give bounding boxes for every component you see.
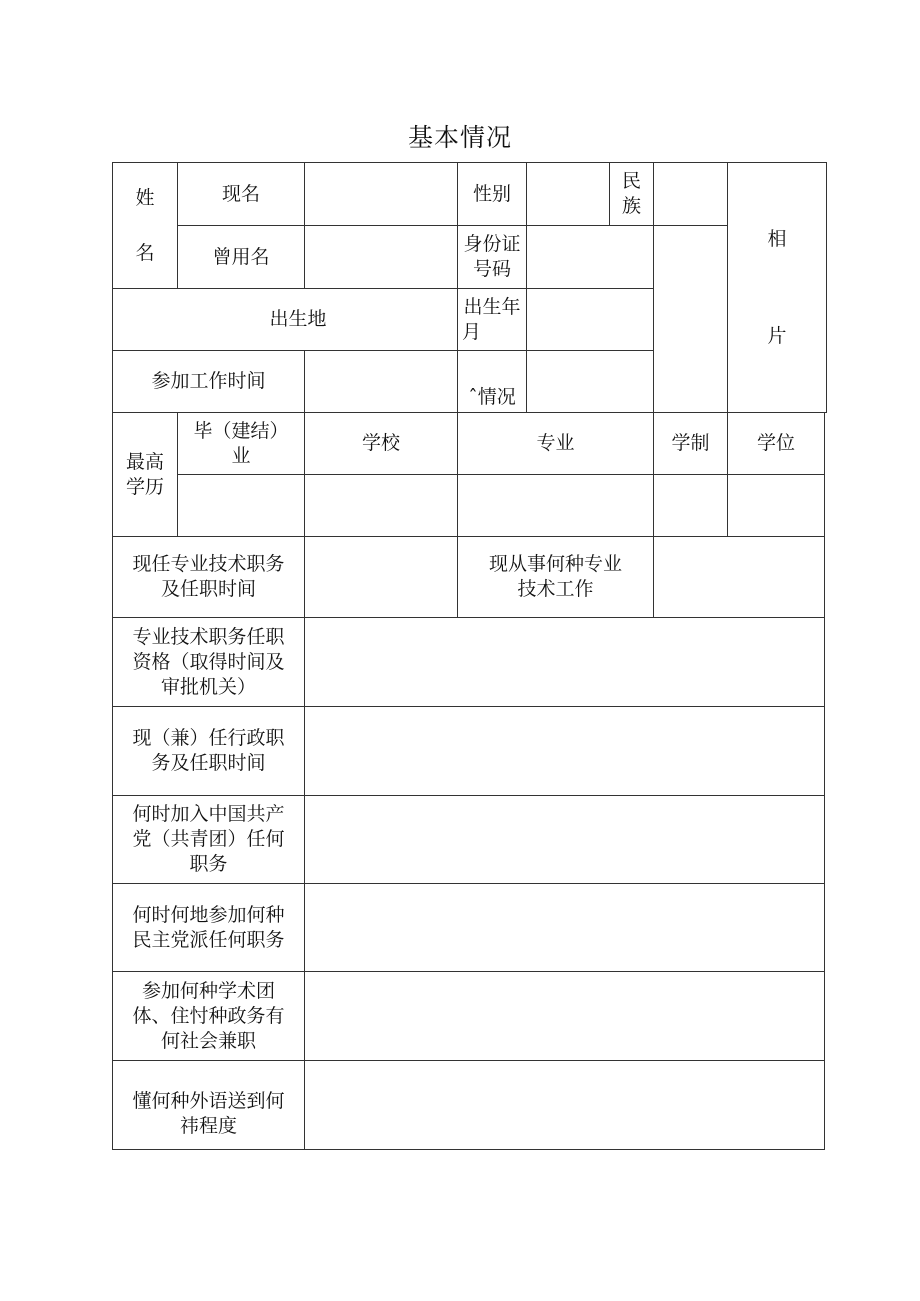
current-work-line1: 现从事何种专业 [488, 553, 622, 575]
current-work-line2: 技术工作 [517, 578, 594, 600]
qualification-line1: 专业技术职务任职 [132, 625, 285, 648]
photo-label-bottom: 片 [767, 324, 787, 347]
graduation-label-line2: 业 [231, 444, 251, 467]
admin-post-label [113, 707, 305, 796]
democratic-party-line1: 何时何地参加何种 [132, 903, 285, 926]
name-label [113, 163, 178, 289]
major-field[interactable] [458, 475, 654, 537]
id-number-label [458, 226, 527, 289]
party-line1: 何时加入中国共产 [132, 803, 285, 825]
graduation-field[interactable] [178, 475, 305, 537]
school-field[interactable] [305, 475, 458, 537]
work-start-field[interactable] [305, 351, 458, 413]
party-line2: 党（共青团）任何 [132, 828, 285, 850]
page-title: 基本情况 [407, 123, 512, 152]
education-label [113, 413, 178, 537]
health-label: ˆ情况 [458, 351, 527, 413]
birth-date-field[interactable] [527, 289, 654, 351]
qualification-label [113, 618, 305, 707]
birth-date-label-line2: 月 [462, 320, 482, 343]
photo-area[interactable] [728, 163, 827, 413]
gender-label: 性别 [458, 163, 527, 226]
admin-post-field[interactable] [305, 707, 825, 796]
ethnicity-field[interactable] [654, 163, 728, 226]
democratic-party-line2: 民主党派任何职务 [132, 928, 285, 951]
democratic-party-field[interactable] [305, 884, 825, 972]
work-start-label: 参加工作时间 [113, 351, 305, 413]
current-title-line2: 及任职时间 [160, 578, 256, 600]
education-label-line2: 学历 [125, 475, 164, 498]
language-field[interactable] [305, 1061, 825, 1150]
basic-info-form [112, 162, 827, 1150]
id-number-label-line1: 身份证 [463, 233, 521, 255]
academic-field[interactable] [305, 972, 825, 1061]
birthplace-label: 出生地 [113, 289, 458, 351]
academic-label [113, 972, 305, 1061]
democratic-party-label [113, 884, 305, 972]
current-name-label: 现名 [178, 163, 305, 226]
education-label-line1: 最高 [125, 450, 164, 473]
gender-field[interactable] [527, 163, 610, 226]
name-label-top: 姓 [135, 186, 155, 209]
academic-line3: 何社会兼职 [160, 1029, 256, 1052]
language-line2: 祎程度 [179, 1115, 237, 1137]
name-label-bottom: 名 [135, 241, 155, 264]
id-number-field[interactable] [527, 226, 654, 289]
current-title-label [113, 537, 305, 618]
birth-date-label [458, 289, 527, 351]
party-label [113, 796, 305, 884]
degree-label: 学位 [728, 413, 825, 475]
academic-line1: 参加何种学术团 [141, 979, 275, 1002]
ethnicity-label: 民族 [610, 163, 654, 226]
duration-field[interactable] [654, 475, 728, 537]
admin-post-line1: 现（兼）任行政职 [132, 727, 285, 749]
academic-line2: 体、住忖种政务有 [132, 1004, 285, 1027]
degree-field[interactable] [728, 475, 825, 537]
graduation-label [178, 413, 305, 475]
former-name-field[interactable] [305, 226, 458, 289]
current-title-line1: 现任专业技术职务 [132, 553, 285, 575]
admin-post-line2: 务及任职时间 [151, 752, 266, 774]
current-title-field[interactable] [305, 537, 458, 618]
party-line3: 职务 [189, 853, 228, 875]
graduation-label-line1: 毕（建结） [193, 419, 289, 442]
qualification-line3: 审批机关） [160, 675, 256, 698]
party-field[interactable] [305, 796, 825, 884]
school-label: 学校 [305, 413, 458, 475]
current-work-label [458, 537, 654, 618]
language-line1: 懂何种外语送到何 [132, 1090, 285, 1112]
current-name-field[interactable] [305, 163, 458, 226]
id-number-label-line2: 号码 [472, 258, 511, 280]
major-label: 专业 [458, 413, 654, 475]
birth-date-label-line1: 出生年 [463, 295, 521, 318]
current-work-field[interactable] [654, 537, 825, 618]
photo-label-top: 相 [767, 227, 787, 250]
former-name-label: 曾用名 [178, 226, 305, 289]
health-field[interactable] [527, 351, 654, 413]
qualification-line2: 资格（取得时间及 [132, 650, 285, 673]
qualification-field[interactable] [305, 618, 825, 707]
language-label [113, 1061, 305, 1150]
duration-label: 学制 [654, 413, 728, 475]
